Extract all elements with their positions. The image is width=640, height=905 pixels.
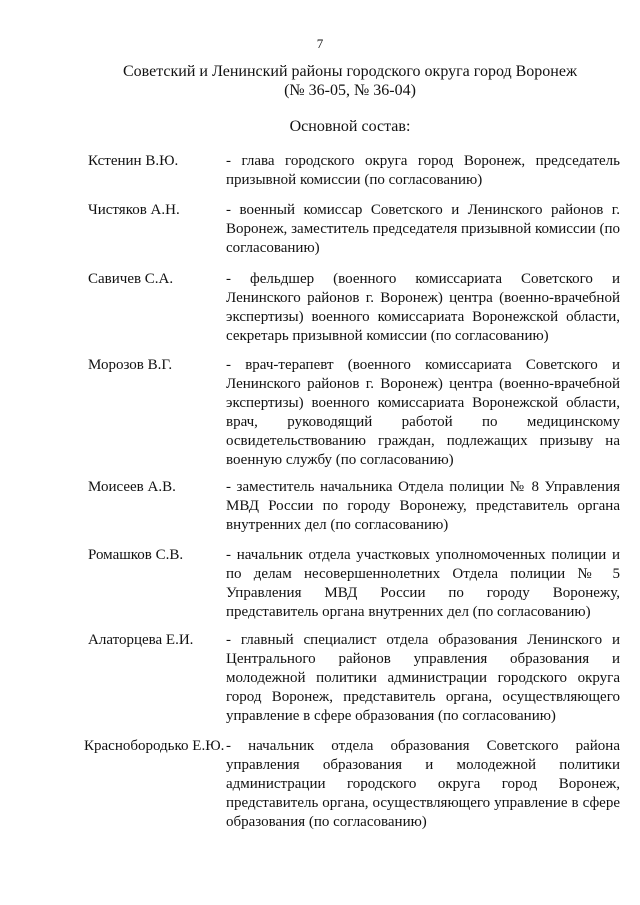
member-description: - начальник отдела образования Советского района управления образования и молодежной политики администрации городского округа город Воронеж, представитель органа, осуществляющего управление в сфере образования (по согласованию) xyxy=(226,738,620,830)
member-name: Савичев С.А. xyxy=(88,271,174,287)
member-description: - главный специалист отдела образования Ленинского и Центрального районов управления образования и молодежной политики администрации городского округа город Воронеж, представитель органа, осуществляющего управление в сфере образования (по согласованию) xyxy=(226,632,620,724)
member-description: - глава городского округа город Воронеж, председатель призывной комиссии (по согласованию) xyxy=(226,153,620,188)
member-name: Морозов В.Г. xyxy=(88,357,173,373)
section-subtitle: Основной состав: xyxy=(289,118,411,135)
member-name: Алаторцева Е.И. xyxy=(88,632,194,648)
member-description: - фельдшер (военного комиссариата Советского и Ленинского районов г. Воронеж) центра (военно-врачебной экспертизы) военного комиссариата Воронежской области, секретарь призывной комиссии (по согласованию) xyxy=(226,271,620,344)
member-name: Ромашков С.В. xyxy=(88,547,184,563)
member-name: Моисеев А.В. xyxy=(88,479,176,495)
member-description: - врач-терапевт (военного комиссариата Советского и Ленинского районов г. Воронеж) центра (военно-врачебной экспертизы) военного комиссариата Воронежской области, врач, руководящий работой по медицинскому освидетельствованию граждан, подлежащих призыву на военную службу (по согласованию) xyxy=(226,357,620,468)
member-name: Краснобородько Е.Ю. xyxy=(84,738,225,754)
title-line-2: (№ 36-05, № 36-04) xyxy=(284,82,416,99)
document-title xyxy=(0,62,640,100)
page-number: 7 xyxy=(316,36,324,51)
member-name: Чистяков А.Н. xyxy=(88,202,180,218)
title-line-1: Советский и Ленинский районы городского округа город Воронеж xyxy=(122,63,578,80)
member-name: Кстенин В.Ю. xyxy=(88,153,179,169)
member-description: - начальник отдела участковых уполномоченных полиции и по делам несовершеннолетних Отдела полиции № 5 Управления МВД России по городу Воронежу, представитель органа внутренних дел (по согласованию) xyxy=(226,547,620,620)
member-description: - заместитель начальника Отдела полиции № 8 Управления МВД России по городу Воронежу, представитель органа внутренних дел (по согласованию) xyxy=(226,479,620,533)
member-description: - военный комиссар Советского и Ленинского районов г. Воронеж, заместитель председателя призывной комиссии (по согласованию) xyxy=(226,202,620,256)
